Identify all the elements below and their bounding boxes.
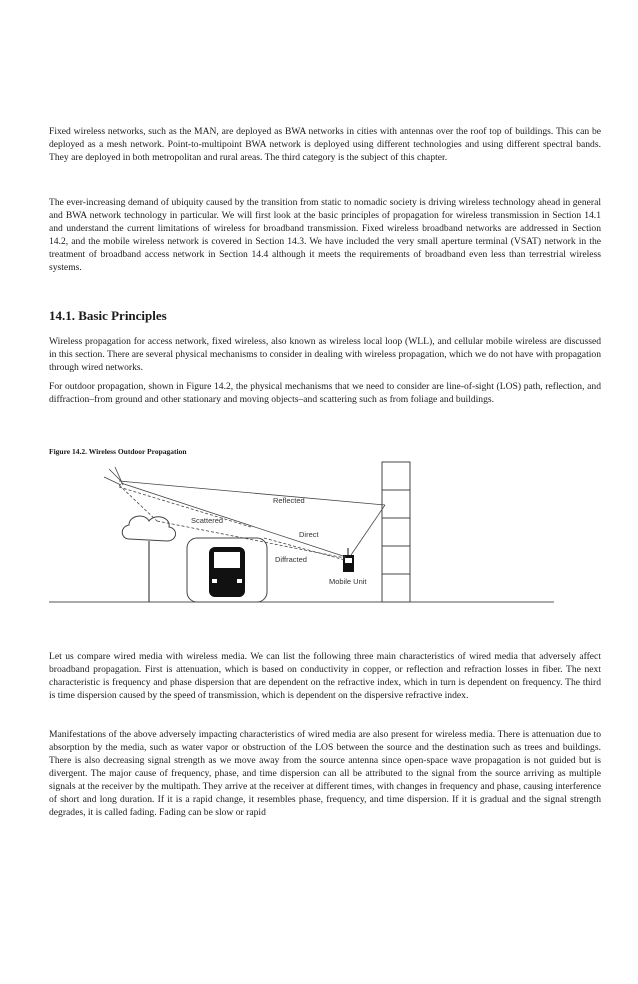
label-diffracted: Diffracted — [275, 555, 307, 564]
propagation-figure — [49, 459, 601, 619]
scattered-ray — [119, 485, 157, 521]
paragraph-wireless-propagation: Wireless propagation for access network, fixed wireless, also known as wireless local loop (WLL), and cellular mobile wireless are discussed in this section. There are several physical mechanisms to consider in dealing with wireless propagation, which we do not have with propagation through wired networks. — [49, 336, 601, 373]
paragraph-wired-vs-wireless: Let us compare wired media with wireless media. We can list the following three main characteristics of wired media that adversely affect broadband propagation. First is attenuation, which is based on conductivity in copper, or reflection and refraction losses in fiber. The next characteristic is frequency and phase dispersion that are dependent on the refractive index, which in turn is dependent on frequency. The third is time dispersion caused by the speed of transmission, which is dependent on the dispersive refractive index. — [49, 651, 601, 701]
antenna-tower-icon — [104, 467, 123, 485]
paragraph-ubiquity-demand: The ever-increasing demand of ubiquity caused by the transition from static to nomadic society is driving wireless technology ahead in general and BWA network technology in particular. We will first look at the basic principles of propagation for wireless transmission in Section 14.1 and understand the current limitations of wireless for broadband transmission. Fixed wireless broadband networks are addressed in Section 14.2, and the mobile wireless network is covered in Section 14.3. We have included the very small aperture terminal (VSAT) network in the treatment of broadband access network in Section 14.4 although it meets the requirements of broadband even less than terrestrial wireless systems. — [49, 197, 601, 273]
label-direct: Direct — [299, 530, 319, 539]
figure-caption: Figure 14.2. Wireless Outdoor Propagation — [49, 447, 187, 456]
tree-icon — [122, 516, 175, 602]
reflected-return-ray — [351, 505, 385, 555]
label-reflected: Reflected — [273, 496, 305, 505]
paragraph-fixed-wireless: Fixed wireless networks, such as the MAN, are deployed as BWA networks in cities with antennas over the roof top of buildings. This can be deployed as a mesh network. Point-to-multipoint BWA network is deployed using different technologies and using different spectral bands. They are deployed in both metropolitan and rural areas. The third category is the subject of this chapter. — [49, 126, 601, 163]
reflected-ray — [119, 481, 385, 505]
paragraph-outdoor-propagation: For outdoor propagation, shown in Figure 14.2, the physical mechanisms that we need to consider are line-of-sight (LOS) path, reflection, and diffraction–from ground and other stationary and moving objects–and scattering such as from foliage and buildings. — [49, 381, 601, 405]
mobile-unit-icon — [343, 548, 354, 572]
building-icon — [382, 462, 410, 602]
bus-icon — [187, 538, 267, 602]
label-mobile-unit: Mobile Unit — [329, 577, 367, 586]
paragraph-manifestations: Manifestations of the above adversely impacting characteristics of wired media are also present for wireless media. There is attenuation due to absorption by the media, such as water vapor or obstruction of the LOS between the source and the destination such as trees and buildings. There is also decreasing signal strength as we move away from the source antenna since open-space wave propagation is not guided but is divergent. The major cause of frequency, phase, and time dispersion can all be attributed to the signal from the source arriving as multiple signals at the receiver by the multipath. They arrive at the receiver at different times, with changes in frequency and phase, causing interference of short and long duration. If it is a rapid change, it resembles phase, frequency, and time dispersion. If it is gradual and the signal strength degrades, it is called fading. Fading can be slow or rapid — [49, 729, 601, 818]
section-heading: 14.1. Basic Principles — [49, 308, 167, 323]
label-scattered: Scattered — [191, 516, 224, 525]
